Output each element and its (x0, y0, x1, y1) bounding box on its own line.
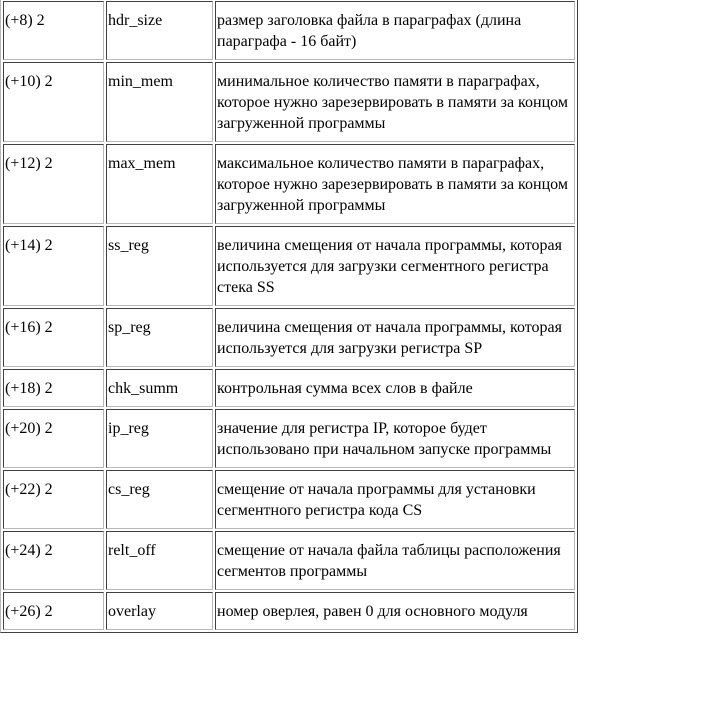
offset-cell: (+18) 2 (3, 369, 104, 407)
offset-cell: (+22) 2 (3, 470, 104, 529)
field-name-cell: relt_off (106, 531, 213, 590)
field-name-cell: chk_summ (106, 369, 213, 407)
offset-cell: (+16) 2 (3, 308, 104, 367)
field-name-cell: hdr_size (106, 1, 213, 60)
table-row (3, 531, 575, 590)
offset-cell: (+12) 2 (3, 144, 104, 224)
description-cell: величина смещения от начала программы, которая используется для загрузки сегментного регистра стека SS (215, 226, 575, 306)
field-name-cell: ss_reg (106, 226, 213, 306)
offset-cell: (+10) 2 (3, 62, 104, 142)
table-row (3, 144, 575, 224)
table-row (3, 592, 575, 630)
table-row (3, 226, 575, 306)
table-row (3, 308, 575, 367)
field-name-cell: min_mem (106, 62, 213, 142)
description-cell: размер заголовка файла в параграфах (длина параграфа - 16 байт) (215, 1, 575, 60)
offset-cell: (+14) 2 (3, 226, 104, 306)
field-name-cell: max_mem (106, 144, 213, 224)
description-cell: величина смещения от начала программы, которая используется для загрузки регистра SP (215, 308, 575, 367)
offset-cell: (+8) 2 (3, 1, 104, 60)
field-name-cell: ip_reg (106, 409, 213, 468)
table-row (3, 1, 575, 60)
description-cell: смещение от начала программы для установки сегментного регистра кода CS (215, 470, 575, 529)
description-cell: контрольная сумма всех слов в файле (215, 369, 575, 407)
offset-cell: (+24) 2 (3, 531, 104, 590)
field-name-cell: cs_reg (106, 470, 213, 529)
table-row (3, 369, 575, 407)
description-cell: значение для регистра IP, которое будет использовано при начальном запуске программы (215, 409, 575, 468)
table-row (3, 62, 575, 142)
field-name-cell: overlay (106, 592, 213, 630)
description-cell: минимальное количество памяти в параграфах, которое нужно зарезервировать в памяти за концом загруженной программы (215, 62, 575, 142)
description-cell: максимальное количество памяти в параграфах, которое нужно зарезервировать в памяти за концом загруженной программы (215, 144, 575, 224)
table-row (3, 470, 575, 529)
offset-cell: (+20) 2 (3, 409, 104, 468)
field-name-cell: sp_reg (106, 308, 213, 367)
description-cell: номер оверлея, равен 0 для основного модуля (215, 592, 575, 630)
table-row (3, 409, 575, 468)
description-cell: смещение от начала файла таблицы расположения сегментов программы (215, 531, 575, 590)
offset-cell: (+26) 2 (3, 592, 104, 630)
